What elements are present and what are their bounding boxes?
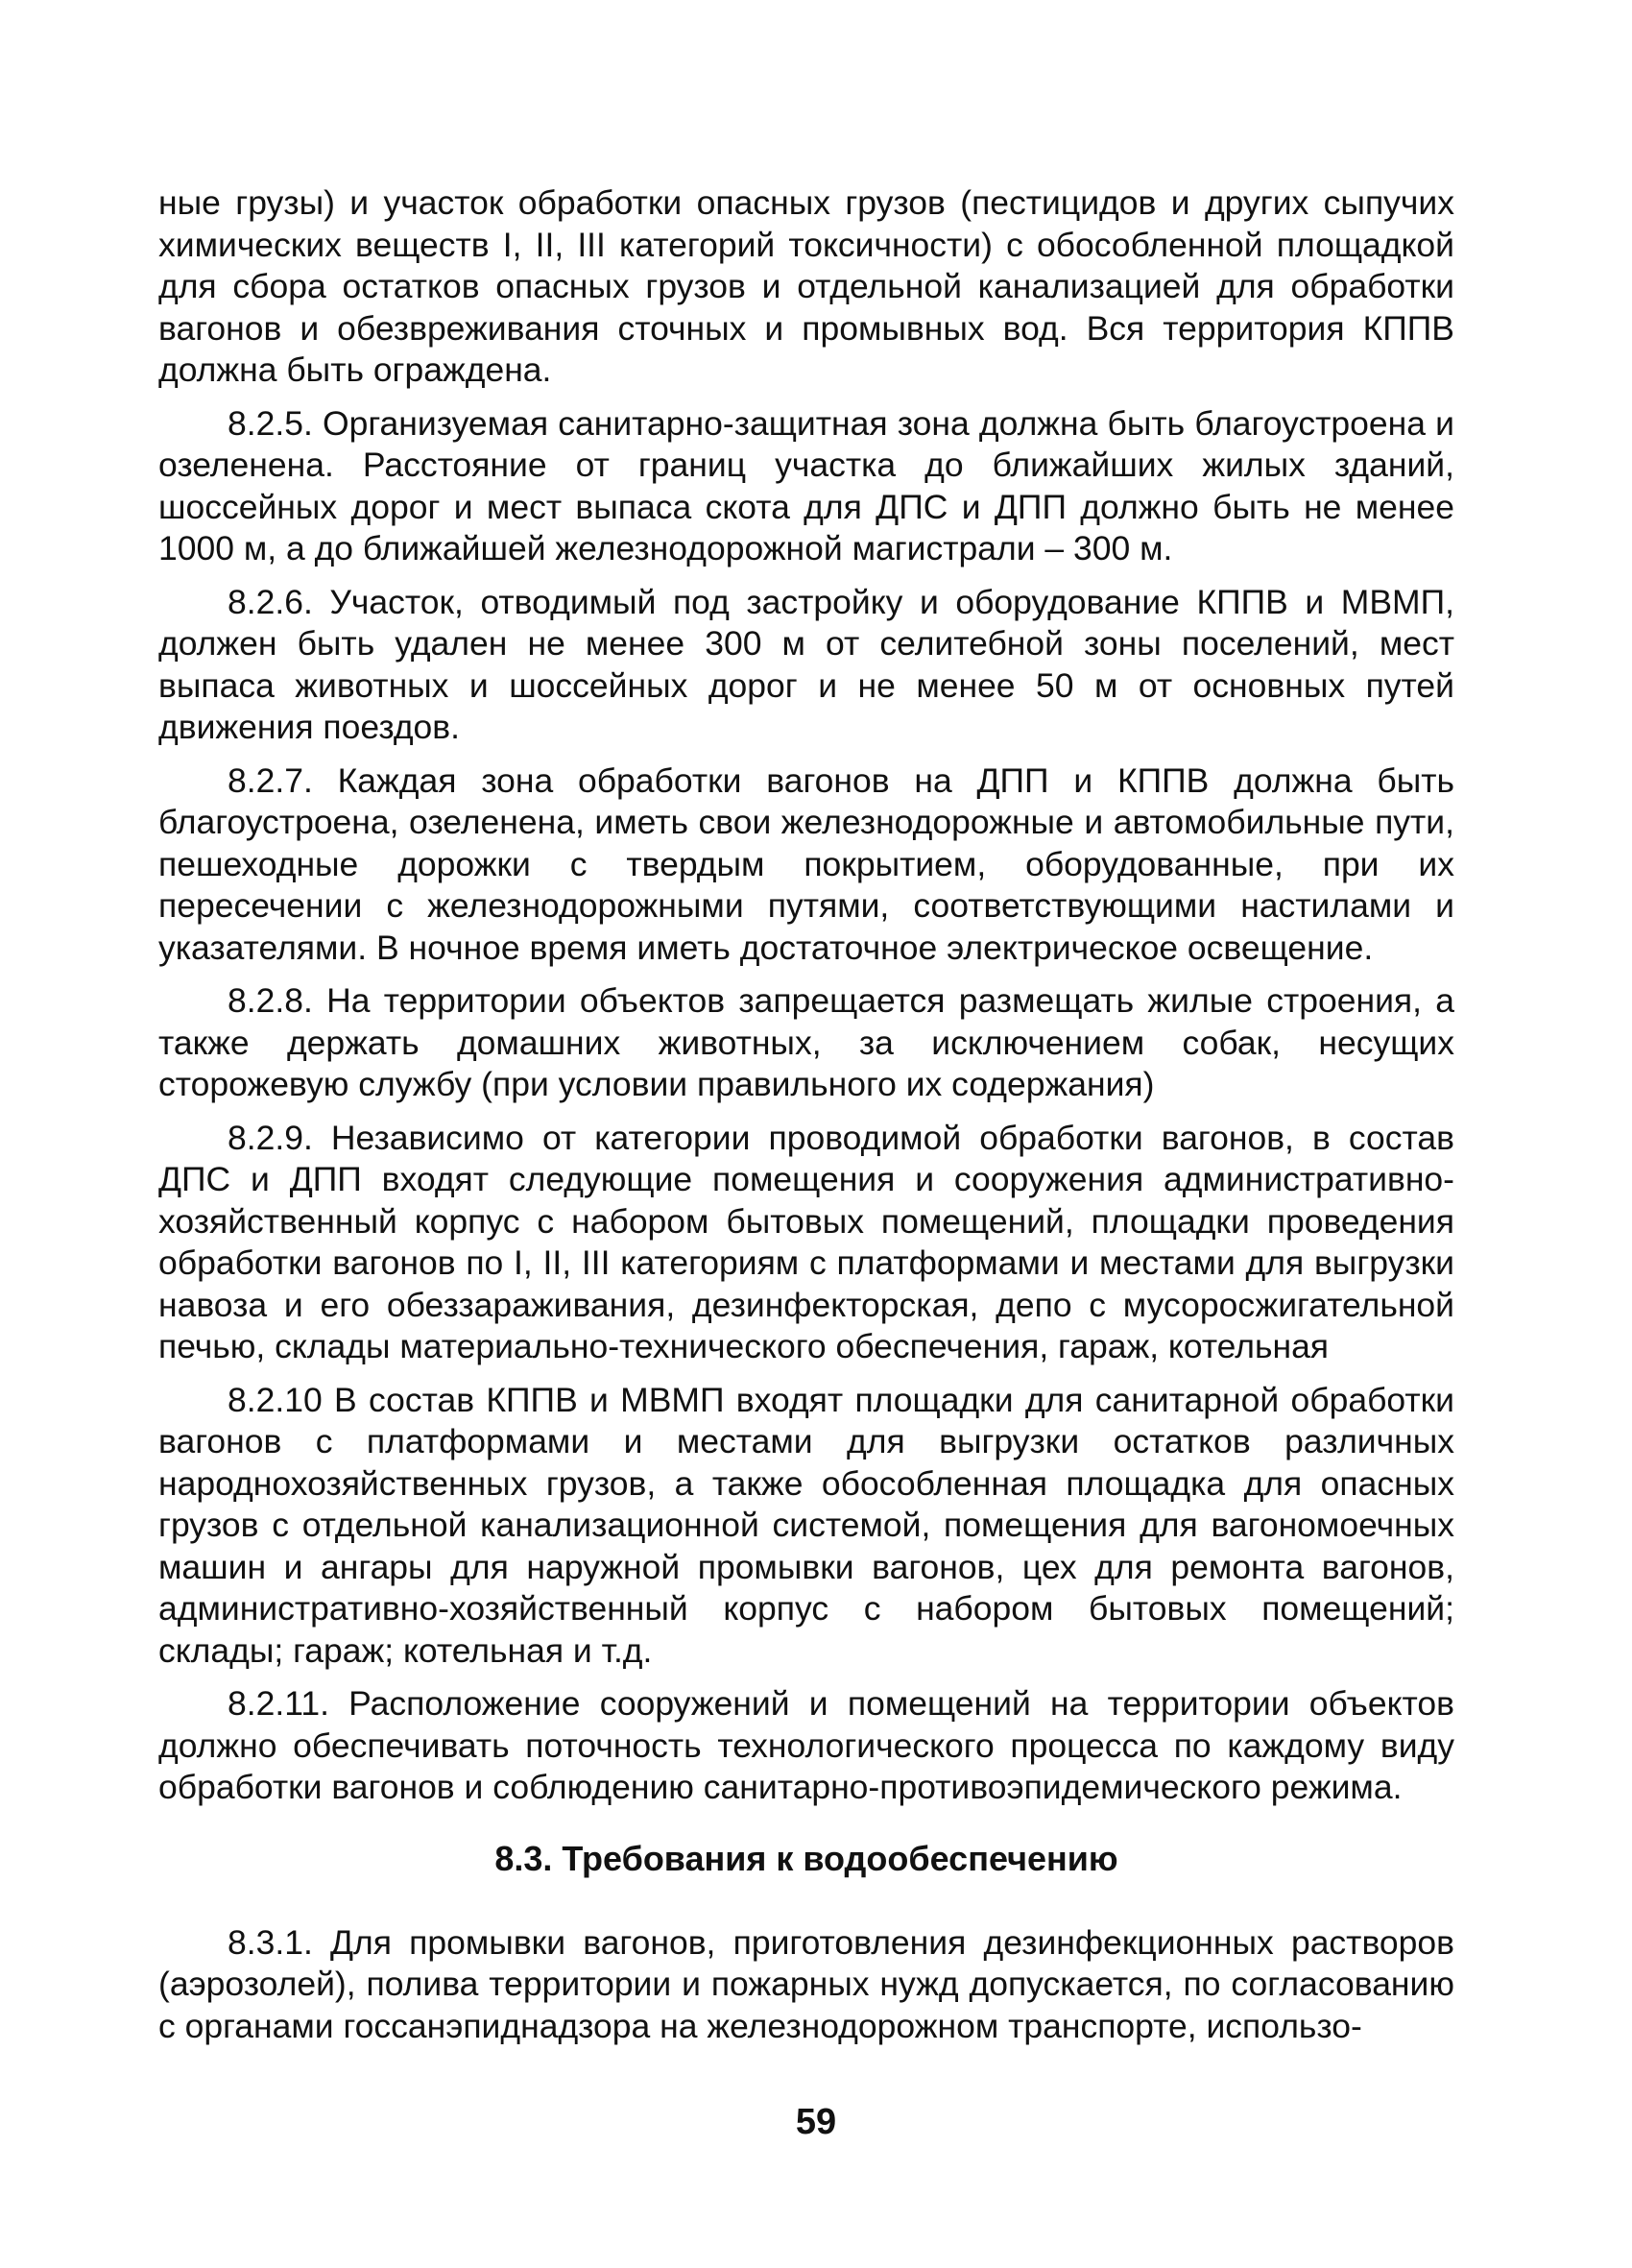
paragraph-8-2-7: 8.2.7. Каждая зона обработки вагонов на ДПП и КППВ должна быть благоустроена, озеленена, иметь свои железнодорожные и автомобильные пути, пешеходные дорожки с твердым покрытием, оборудованные, при их пересечении с железнодорожными путями, соответствующими настилами и указателями. В ночное время иметь достаточное электрическое освещение. bbox=[158, 760, 1454, 967]
page-number: 59 bbox=[795, 2102, 837, 2142]
paragraph-8-2-9: 8.2.9. Независимо от категории проводимой обработки вагонов, в состав ДПС и ДПП входят следующие помещения и сооружения административно-хозяйственный корпус с набором бытовых помещений, площадки проведения обработки вагонов по I, II, III категориям с платформами и местами для выгрузки навоза и его обеззараживания, дезинфекторская, депо с мусоросжигательной печью, склады материально-технического обеспечения, гараж, котельная bbox=[158, 1118, 1454, 1365]
section-heading: 8.3. Требования к водообеспечению bbox=[494, 1838, 1118, 1878]
paragraph-continuation: ные грузы) и участок обработки опасных грузов (пестицидов и других сыпучих химических веществ I, II, III категорий токсичности) с обособленной площадкой для сбора остатков опасных грузов и отдельной канализацией для обработки вагонов и обезвреживания сточных и промывных вод. Вся территория КППВ должна быть ограждена. bbox=[158, 183, 1454, 389]
paragraph-8-2-11: 8.2.11. Расположение сооружений и помещений на территории объектов должно обеспечивать поточность технологического процесса по каждому виду обработки вагонов и соблюдению санитарно-противоэпидемического режима. bbox=[158, 1684, 1454, 1806]
paragraph-8-2-6: 8.2.6. Участок, отводимый под застройку и оборудование КППВ и МВМП, должен быть удален не менее 300 м от селитебной зоны поселений, мест выпаса животных и шоссейных дорог и не менее 50 м от основных путей движения поездов. bbox=[158, 582, 1454, 746]
paragraph-8-2-10: 8.2.10 В состав КППВ и МВМП входят площадки для санитарной обработки вагонов с платформами и местами для выгрузки остатков различных народнохозяйственных грузов, а также обособленная площадка для опасных грузов с отдельной канализационной системой, помещения для вагономоечных машин и ангары для наружной промывки вагонов, цех для ремонта вагонов, административно-хозяйственный корпус с набором бытовых помещений; склады; гараж; котельная и т.д. bbox=[158, 1380, 1454, 1670]
paragraph-8-3-1: 8.3.1. Для промывки вагонов, приготовления дезинфекционных растворов (аэрозолей), полива территории и пожарных нужд допускается, по согласованию с органами госсанэпиднадзора на железнодорожном транспорте, использо- bbox=[158, 1922, 1454, 2045]
paragraph-8-2-5: 8.2.5. Организуемая санитарно-защитная зона должна быть благоустроена и озеленена. Расстояние от границ участка до ближайших жилых зданий, шоссейных дорог и мест выпаса скота для ДПС и ДПП должно быть не менее 1000 м, а до ближайшей железнодорожной магистрали – 300 м. bbox=[158, 403, 1454, 567]
paragraph-8-2-8: 8.2.8. На территории объектов запрещается размещать жилые строения, а также держать домашних животных, за исключением собак, несущих сторожевую службу (при условии правильного их содержания) bbox=[158, 981, 1454, 1103]
document-page bbox=[158, 182, 1454, 2059]
